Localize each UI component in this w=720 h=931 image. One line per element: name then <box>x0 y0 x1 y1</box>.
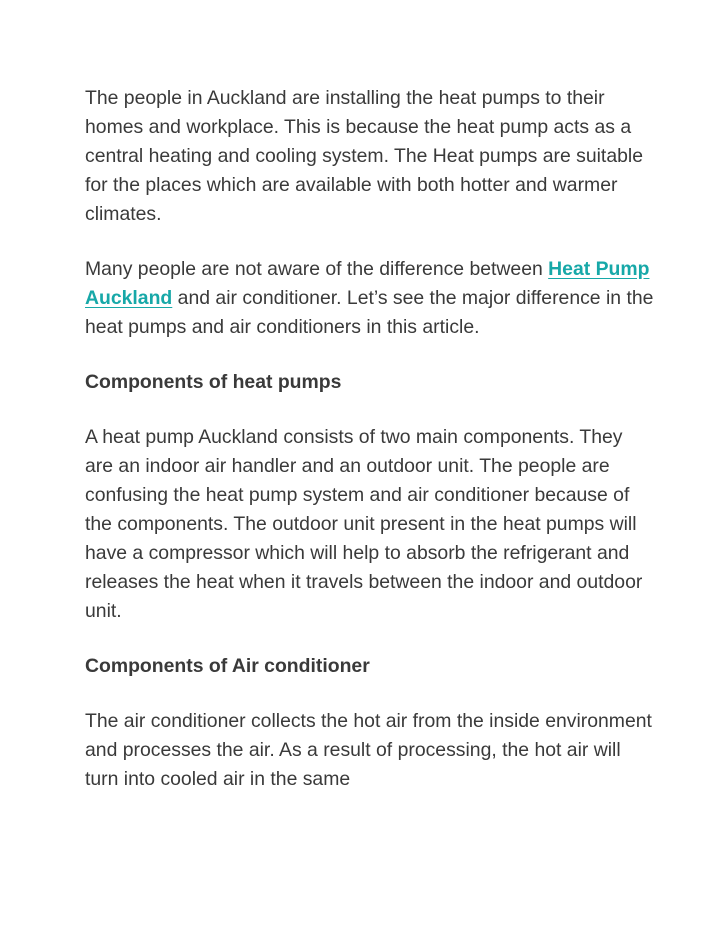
air-conditioner-paragraph: The air conditioner collects the hot air from the inside environment and processes the air. As a result of processing, the hot air will turn into cooled air in the same <box>85 710 652 790</box>
document-body <box>85 84 655 820</box>
heat-pump-components-paragraph: A heat pump Auckland consists of two main components. They are an indoor air handler and an outdoor unit. The people are confusing the heat pump system and air conditioner because of the components. The outdoor unit present in the heat pumps will have a compressor which will help to absorb the refrigerant and releases the heat when it travels between the indoor and outdoor unit. <box>85 426 643 622</box>
intro-paragraph: The people in Auckland are installing the heat pumps to their homes and workplace. This is because the heat pump acts as a central heating and cooling system. The Heat pumps are suitable for the places which are available with both hotter and warmer climates. <box>85 87 643 225</box>
paragraph-text-before-link: Many people are not aware of the difference between <box>85 258 549 280</box>
heat-pump-auckland-link[interactable]: Heat Pump Auckland <box>85 258 650 309</box>
heading-components-air-conditioner: Components of Air conditioner <box>85 655 370 677</box>
paragraph-text-after-link: and air conditioner. Let’s see the major difference in the heat pumps and air conditioners in this article. <box>85 287 654 338</box>
heading-components-heat-pumps: Components of heat pumps <box>85 371 342 393</box>
difference-paragraph <box>85 255 655 342</box>
